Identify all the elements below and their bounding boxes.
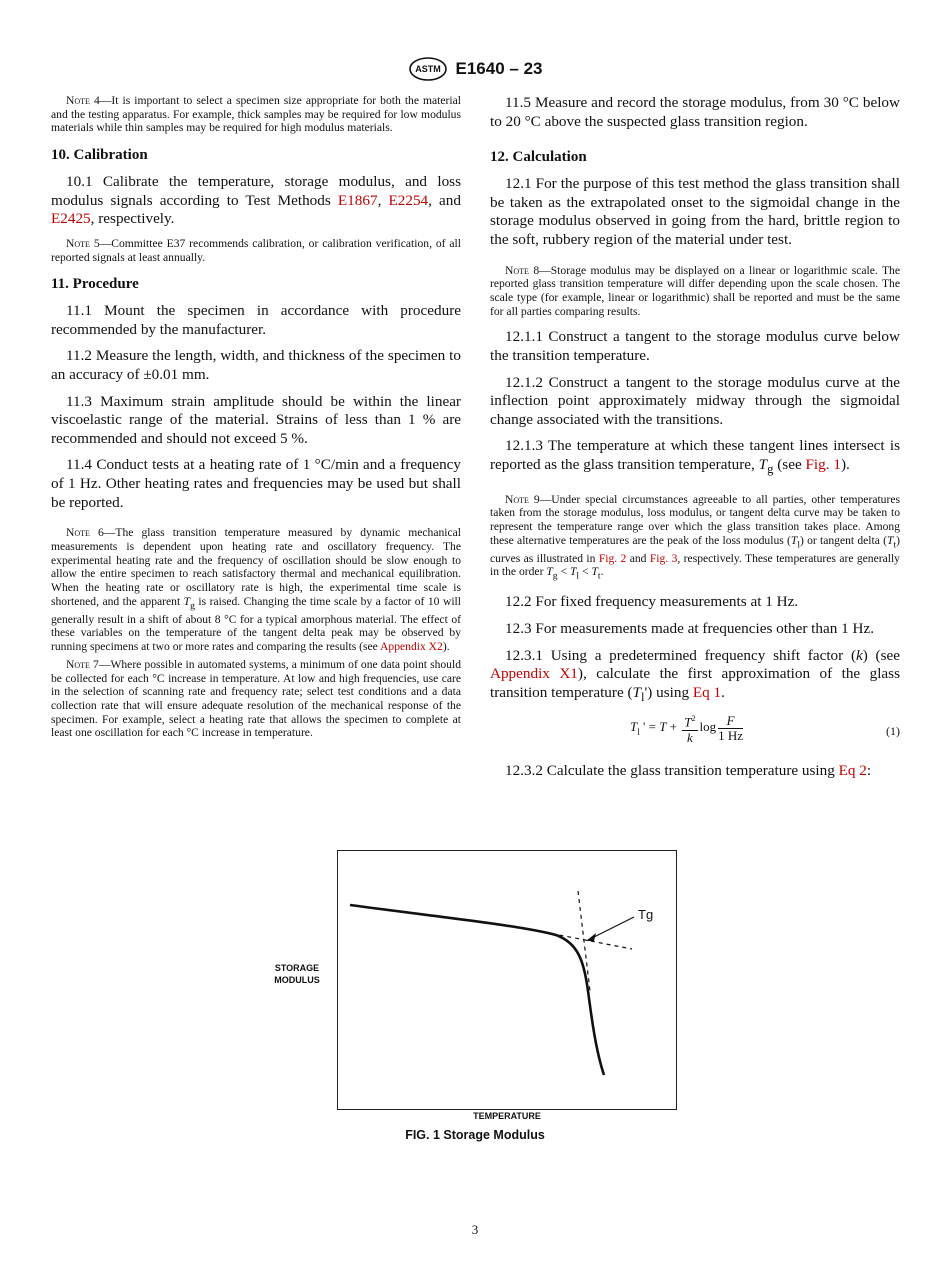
link-e1867[interactable]: E1867 (337, 191, 378, 209)
page-header (0, 56, 950, 84)
link-e2425[interactable]: E2425 (51, 210, 91, 228)
para-12-1-3: 12.1.3 The temperature at which these tangent lines intersect is reported as the glass transition temperature, $T_g$ (see Fig. 1). (490, 437, 900, 476)
equation-1 (490, 710, 900, 754)
tg-arrow-line (590, 917, 634, 939)
section-10-heading: 10. Calibration (51, 147, 148, 164)
section-12-heading: 12. Calculation (490, 149, 587, 166)
equation-number: (1) (886, 724, 900, 739)
link-fig-1[interactable]: Fig. 1 (805, 455, 841, 473)
para-11-1: 11.1 Mount the specimen in accordance with procedure recommended by the manufacturer. (51, 302, 461, 338)
tg-arrow-head (586, 933, 596, 941)
equation-1-body: $T_l$ ' = T + $\frac{T^2}{k}$ log $\frac{F}{1 Hz}$ (630, 713, 744, 745)
para-12-1-1: 12.1.1 Construct a tangent to the storage modulus curve below the transition temperature. (490, 328, 900, 364)
standard-designation: E1640 – 23 (455, 59, 543, 78)
link-appendix-x1[interactable]: Appendix X1 (490, 665, 578, 683)
link-eq-2[interactable]: Eq 2 (838, 762, 867, 780)
link-fig-2[interactable]: Fig. 2 (598, 551, 627, 565)
figure-1-frame (337, 850, 677, 1110)
storage-modulus-curve (350, 905, 604, 1075)
tg-label: Tg (638, 907, 654, 922)
x-axis-label: TEMPERATURE (473, 1111, 541, 1121)
figure-1-caption: FIG. 1 Storage Modulus (405, 1128, 545, 1142)
para-12-3-2: 12.3.2 Calculate the glass transition temperature using Eq 2: (505, 762, 872, 780)
section-11-heading: 11. Procedure (51, 276, 139, 293)
note-6: Note 6—The glass transition temperature measured by dynamic mechanical measurements is dependent upon heating rate and oscillatory frequency. The experimental heating rate and the frequency of oscillation should be slow enough to allow the entire specimen to reach satisfactory thermal and mechanical equilibration. When the heating rate or oscillatory rate is high, the experimental time scale is shortened, and the apparent $T_g$ is raised. Changing the time scale by a factor of 10 will generally result in a shift of about 8 °C for a typical amorphous material. The effect of these variables on the temperature of the tangent delta peak may be observed by running specimens at two or more rates and comparing the results (see Appendix X2). (51, 526, 461, 654)
para-12-1-2: 12.1.2 Construct a tangent to the storage modulus curve at the inflection point approximately midway through the sigmoidal change associated with the transitions. (490, 373, 900, 428)
note-4: Note 4—It is important to select a specimen size appropriate for both the material and the testing apparatus. For example, thick samples may be required for low modulus materials while thin samples may be required for high modulus materials. (51, 94, 461, 135)
para-12-2: 12.2 For fixed frequency measurements at 1 Hz. (505, 593, 799, 611)
para-11-4: 11.4 Conduct tests at a heating rate of 1 °C/min and a frequency of 1 Hz. Other heating rates and frequencies may be used but shall be reported. (51, 456, 461, 511)
right-column (490, 94, 900, 789)
link-e2254[interactable]: E2254 (388, 191, 429, 209)
note-7: Note 7—Where possible in automated systems, a minimum of one data point should be collected for each °C increase in temperature. At low and high frequencies, use care in the selection of scanning rate and frequency rate; select test conditions and a data collection rate that will ensure adequate resolution of the mechanical response of the specimen. For example, select a heating rate that allows the specimen to complete at least one oscillation for each °C increase in temperature. (51, 657, 461, 740)
left-column (51, 94, 461, 744)
link-eq-1[interactable]: Eq 1 (692, 683, 722, 701)
para-11-5: 11.5 Measure and record the storage modulus, from 30 °C below to 20 °C above the suspected glass transition region. (490, 94, 900, 130)
storage-modulus-plot (338, 851, 676, 1109)
para-10-1: 10.1 Calibrate the temperature, storage modulus, and loss modulus signals according to Test Methods E1867, E2254, and E2425, respectively. (51, 173, 461, 228)
para-12-3: 12.3 For measurements made at frequencies other than 1 Hz. (505, 620, 875, 637)
svg-text:ASTM: ASTM (414, 64, 441, 74)
note-5: Note 5—Committee E37 recommends calibration, or calibration verification, of all reported signals at least annually. (51, 236, 461, 264)
astm-logo-icon (408, 56, 448, 82)
page-number: 3 (471, 1222, 479, 1237)
link-fig-3[interactable]: Fig. 3 (649, 551, 678, 565)
para-12-3-1: 12.3.1 Using a predetermined frequency shift factor (k) (see Appendix X1), calculate the first approximation of the glass transition temperature $(T_l')$ using Eq 1. (490, 646, 900, 704)
y-axis-label: STORAGE MODULUS (274, 963, 320, 985)
note-9: Note 9—Under special circumstances agreeable to all parties, other temperatures taken from the storage modulus, loss modulus, or tangent delta curve may be taken to represent the temperature range over which the glass transition takes place. Among these alternative temperatures are the peak of the loss modulus $(T_l)$ or tangent delta $(T_t)$ curves as illustrated in Fig. 2 and Fig. 3, respectively. These temperatures are generally in the order $T_g < T_l < T_t$. (490, 492, 900, 582)
para-11-3: 11.3 Maximum strain amplitude should be within the linear viscoelastic range of the material. Strains of less than 1 % are recommended and should not exceed 5 %. (51, 392, 461, 447)
para-12-1: 12.1 For the purpose of this test method the glass transition shall be taken as the extrapolated onset to the sigmoidal change in the storage modulus observed in going from the hard, brittle region to the soft, rubbery region of the material under test. (490, 175, 900, 248)
link-appendix-x2[interactable]: Appendix X2 (380, 640, 443, 654)
para-11-2: 11.2 Measure the length, width, and thickness of the specimen to an accuracy of ±0.01 mm. (51, 347, 461, 384)
note-8: Note 8—Storage modulus may be displayed on a linear or logarithmic scale. The reported glass transition temperature will differ depending upon the scale chosen. The scale type (for example, linear or logarithmic) shall be reported and must be the same for all parties comparing results. (490, 263, 900, 318)
